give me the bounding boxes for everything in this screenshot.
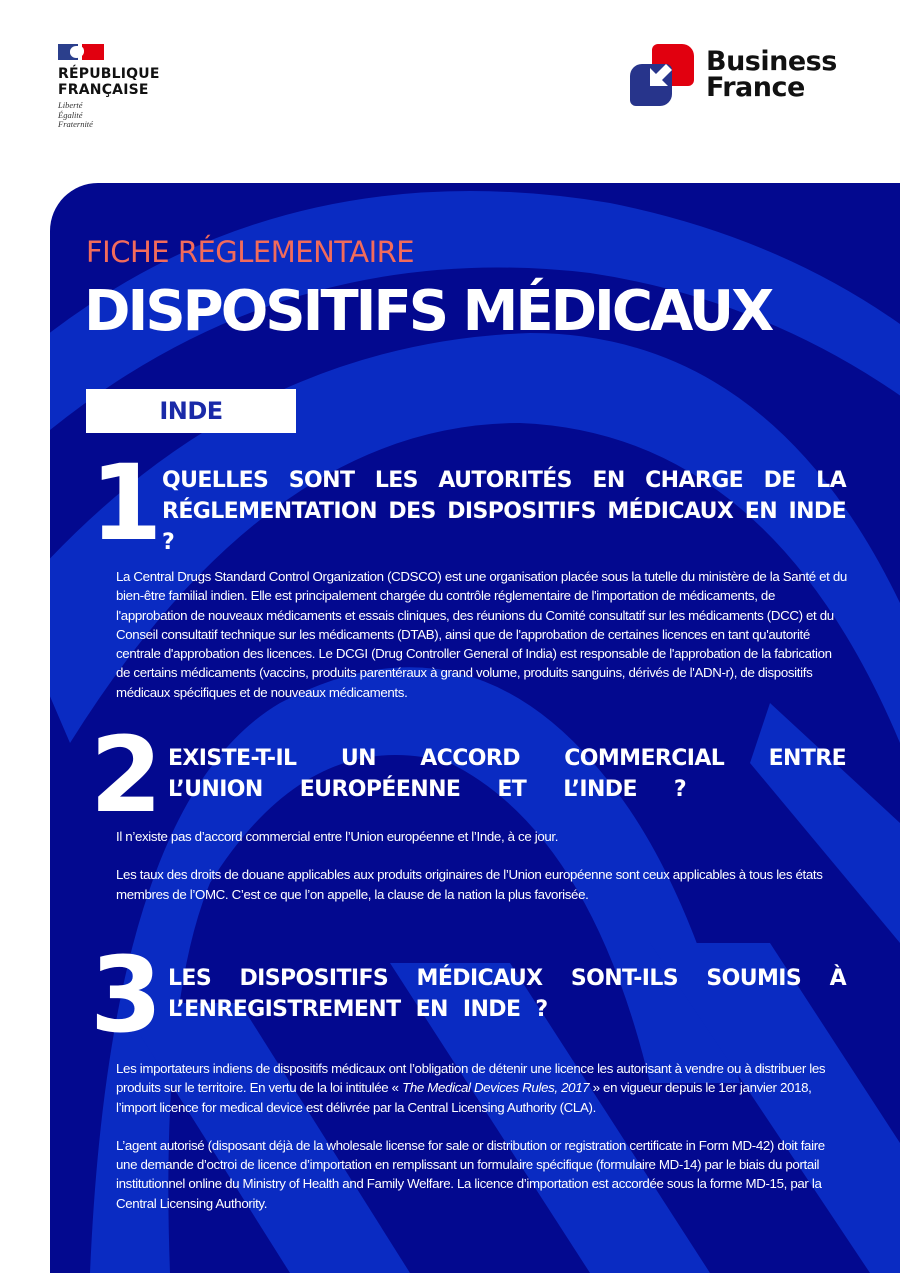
country-label: INDE	[159, 397, 223, 425]
section-number-3: 3	[90, 934, 159, 1056]
document-kicker: FICHE RÉGLEMENTAIRE	[86, 235, 415, 269]
paragraph-text: » en vigueur depuis le 1er janvier 2018, l’import licence for medical device est délivrée par la Central Licensing Authority (CLA).	[116, 1080, 812, 1115]
section-3-paragraph-2: L’agent autorisé (disposant déjà de la wholesale license for sale or distribution or registration certificate in Form MD-42) doit faire une demande d’octroi de licence d’importation en remplissant un formulaire spécifique (formulaire MD-14) par le biais du portail institutionnel online du Ministry of Health and Family Welfare. La licence d’importation est accordée sous la forme MD-15, par la Central Licensing Authority.	[116, 1137, 825, 1211]
section-2-body	[116, 827, 848, 923]
section-1-question: QUELLES SONT LES AUTORITÉS EN CHARGE DE LA RÉGLEMENTATION DES DISPOSITIFS MÉDICAUX EN INDE ?	[162, 468, 846, 555]
paragraph-text: Les importateurs indiens de dispositifs médicaux ont l’obligation de détenir une licence les autorisant à vendre ou à distribuer les produits sur le territoire. En vertu de la loi intitulée «	[116, 1061, 826, 1096]
motto-fraternite: Fraternité	[58, 119, 93, 129]
section-1-paragraph-1: La Central Drugs Standard Control Organization (CDSCO) est une organisation placée sous la tutelle du ministère de la Santé et du bien-être familial indien. Elle est principalement chargée du contrôle réglementaire de l'importation de médicaments, de l'approbation de nouveaux médicaments et essais cliniques, des réunions du Comité consultatif sur les médicaments (DCC) et du Conseil consultatif technique sur les médicaments (DTAB), ainsi que de l'approbation de certaines licences en tant qu'autorité centrale d'approbation des licences. Le DCGI (Drug Controller General of India) est responsable de l'approbation de la fabrication de certains médicaments (vaccins, produits parentéraux à grand volume, produits sanguins, dérivés de l'ADN-r), de dispositifs médicaux spécifiques et de nouveaux médicaments.	[116, 569, 847, 700]
section-1-body	[116, 567, 848, 721]
section-number-2: 2	[90, 714, 159, 836]
business-france-mark-icon	[630, 44, 694, 106]
section-3-paragraph-1	[116, 1059, 848, 1117]
document-title: DISPOSITIFS MÉDICAUX	[84, 279, 772, 344]
motto-egalite: Égalité	[58, 109, 83, 120]
section-2-question: EXISTE-T-IL UN ACCORD COMMERCIAL ENTRE L’UNION EUROPÉENNE ET L’INDE ?	[168, 746, 846, 802]
content-panel	[50, 183, 900, 1273]
law-title: The Medical Devices Rules, 2017	[402, 1080, 590, 1096]
motto-liberte: Liberté	[58, 100, 83, 110]
section-3-question: LES DISPOSITIFS MÉDICAUX SONT-ILS SOUMIS À L’ENREGISTREMENT EN INDE ?	[168, 966, 846, 1022]
section-2-paragraph-2: Les taux des droits de douane applicables aux produits originaires de l’Union européenne sont ceux applicables à tous les états membres de l’OMC. C’est ce que l’on appelle, la clause de la nation la plus favorisée.	[116, 867, 823, 902]
section-3-body	[116, 1059, 848, 1232]
wordmark-line2: France	[706, 72, 805, 103]
rf-title-line2: FRANÇAISE	[58, 82, 149, 98]
republique-francaise-logo	[58, 44, 198, 130]
business-france-wordmark	[706, 46, 837, 103]
section-number-1: 1	[90, 442, 159, 564]
rf-title-line1: RÉPUBLIQUE	[58, 66, 160, 82]
marianne-flag-icon	[58, 44, 104, 60]
country-tag	[86, 389, 296, 433]
rf-motto	[58, 101, 198, 130]
business-france-logo	[630, 44, 837, 106]
section-2-paragraph-1: Il n’existe pas d’accord commercial entre l’Union européenne et l’Inde, à ce jour.	[116, 829, 559, 844]
wordmark-line1: Business	[706, 46, 837, 77]
